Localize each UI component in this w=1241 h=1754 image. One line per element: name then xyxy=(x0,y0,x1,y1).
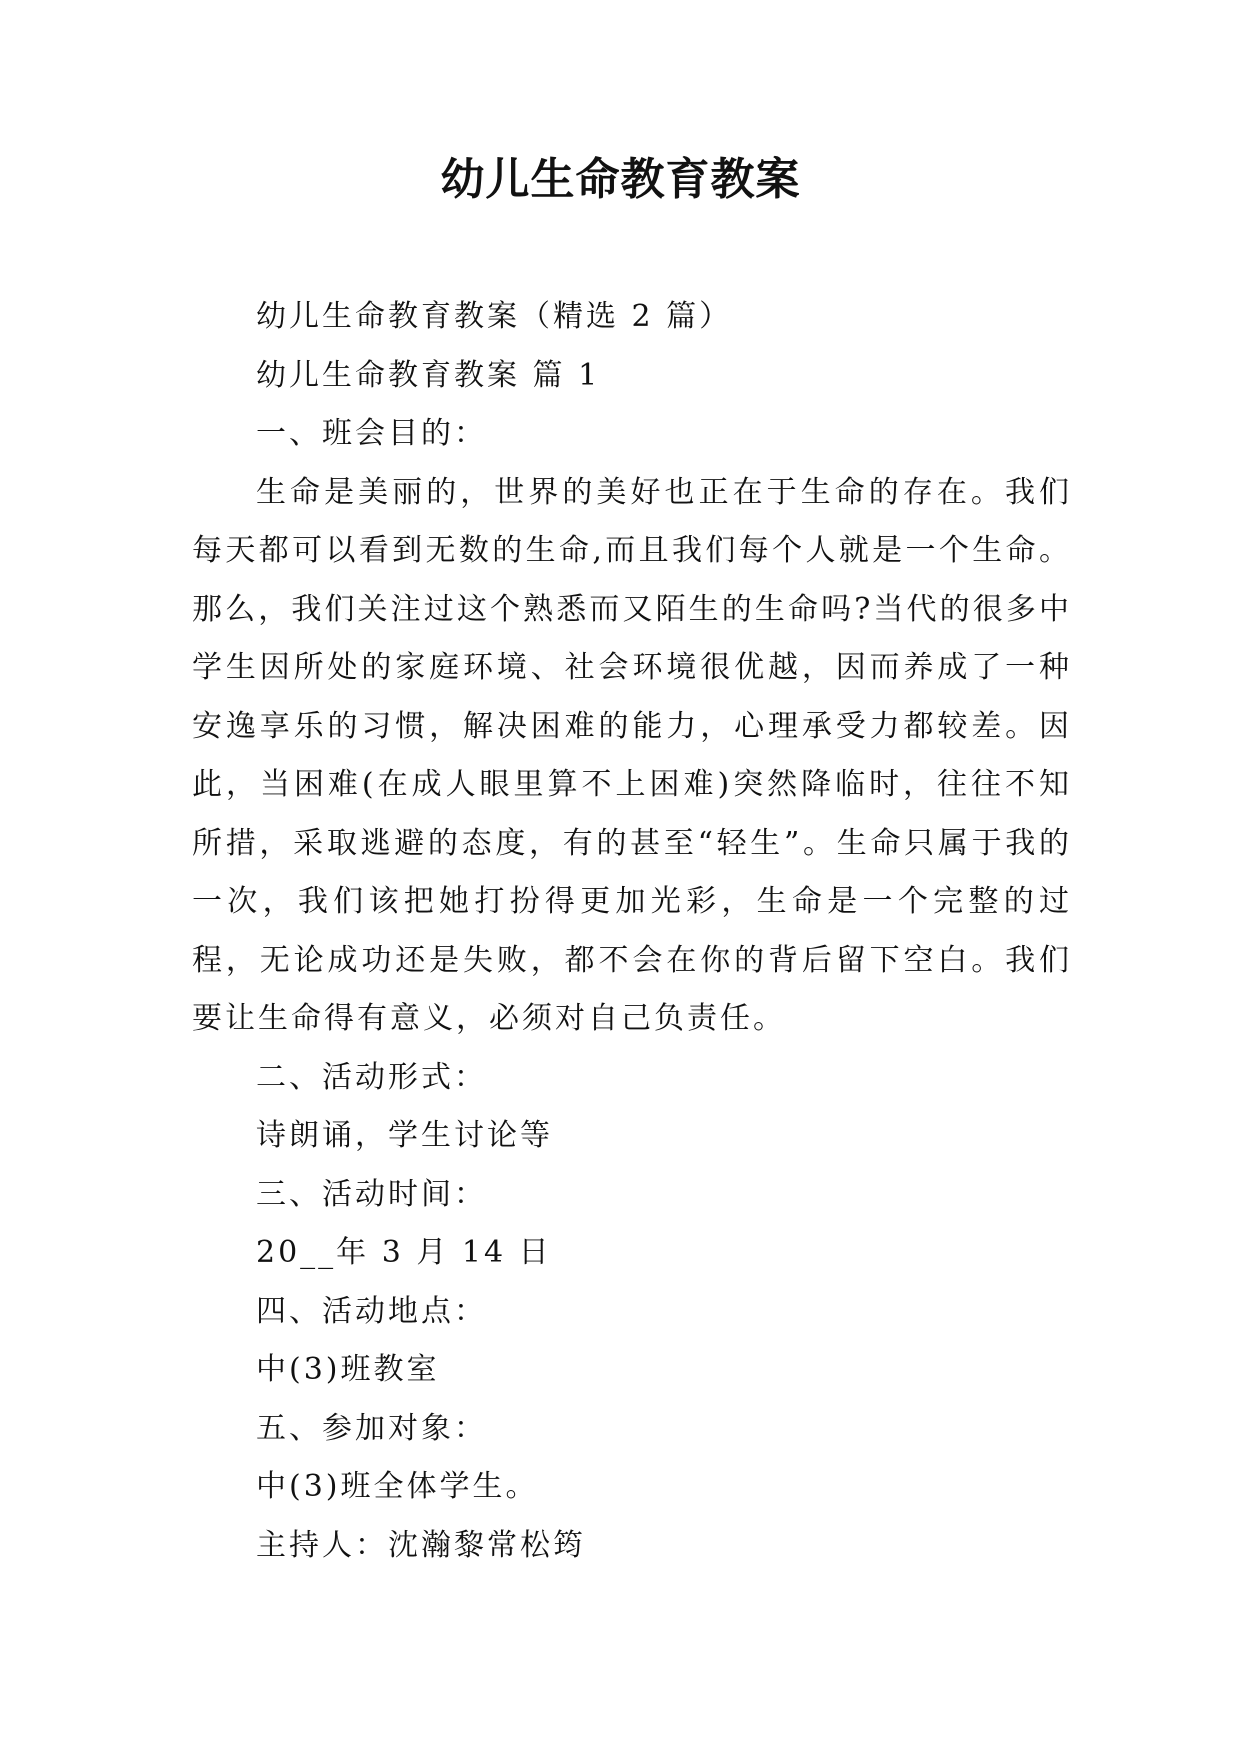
section-1-heading: 一、班会目的： xyxy=(256,416,487,451)
section-4-heading: 四、活动地点： xyxy=(256,1293,487,1329)
section-3-text: 20__年 3 月 14 日 xyxy=(256,1235,552,1270)
section-1-paragraph: 生命是美丽的，世界的美好也正在于生命的存在。我们每天都可以看到无数的生命,而且我们每个人就是一个生命。那么，我们关注过这个熟悉而又陌生的生命吗?当代的很多中学生因所处的家庭环境、社会环境很优越，因而养成了一种安逸享乐的习惯，解决困难的能力，心理承受力都较差。因此，当困难(在成人眼里算不上困难)突然降临时，往往不知所措，采取逃避的态度，有的甚至“轻生”。生命只属于我的一次，我们该把她打扮得更加光彩，生命是一个完整的过程，无论成功还是失败，都不会在你的背后留下空白。我们要让生命得有意义，必须对自己负责任。 xyxy=(192,474,1072,1036)
document-subtitle: 幼儿生命教育教案（精选 2 篇） xyxy=(256,299,733,334)
section-5-heading: 五、参加对象： xyxy=(256,1410,487,1446)
document-body xyxy=(192,288,1072,1575)
section-2-heading: 二、活动形式： xyxy=(256,1059,487,1095)
section-4-text: 中(3)班教室 xyxy=(256,1352,440,1387)
section-5-text: 中(3)班全体学生。 xyxy=(256,1469,539,1504)
section-2-text: 诗朗诵，学生讨论等 xyxy=(256,1118,553,1153)
part-heading: 幼儿生命教育教案 篇 1 xyxy=(256,357,601,393)
section-3-heading: 三、活动时间： xyxy=(256,1176,487,1212)
document-title: 幼儿生命教育教案 xyxy=(440,154,801,205)
host-line: 主持人：沈瀚黎常松筠 xyxy=(256,1527,586,1563)
